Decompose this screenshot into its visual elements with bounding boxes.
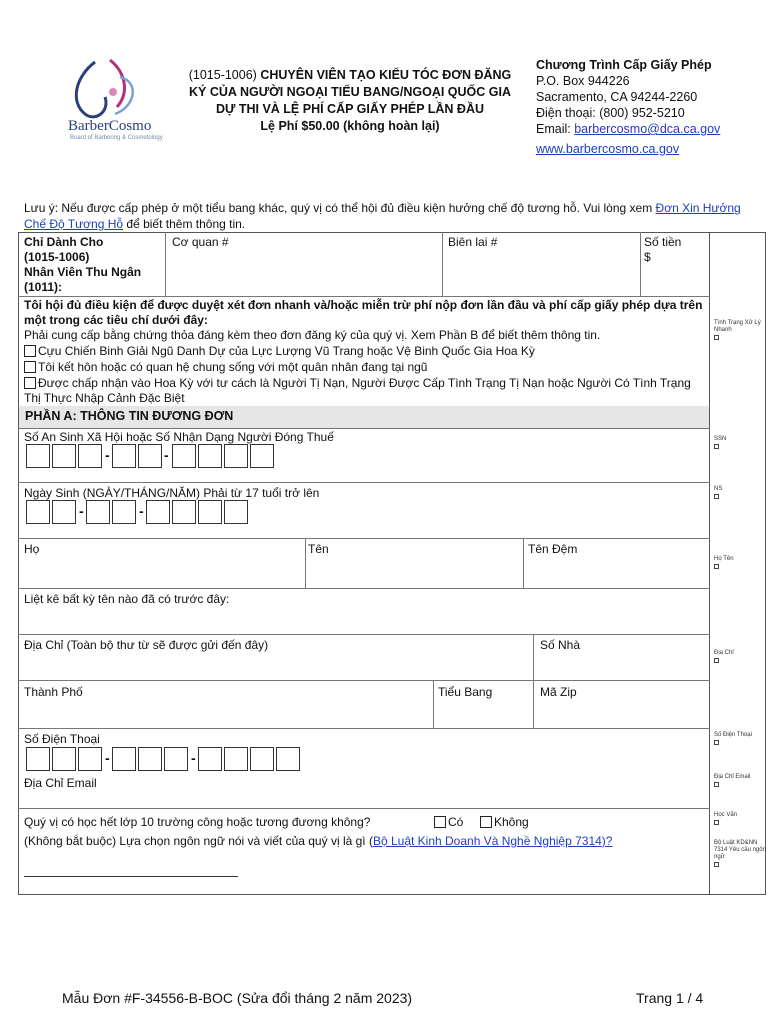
divider [18,680,710,681]
prior-names-field[interactable]: Liệt kê bất kỳ tên nào đã có trước đây: [24,592,230,606]
email-check[interactable] [714,782,719,787]
fee-text: Lệ Phí $50.00 (không hoàn lại) [260,119,440,133]
dob-check[interactable] [714,494,719,499]
city-field[interactable]: Thành Phố [24,685,83,699]
side-address: Địa Chỉ [714,650,734,663]
phone-check[interactable] [714,740,719,745]
dob-digit[interactable] [86,500,110,524]
middle-name-field[interactable]: Tên Đệm [528,542,578,556]
ssn-digit[interactable] [138,444,162,468]
divider [18,482,710,483]
ssn-check[interactable] [714,444,719,449]
option-military-spouse[interactable]: Tôi kết hôn hoặc có quan hệ chung sống với một quân nhân đang tại ngũ [24,360,706,375]
side-phone: Số Điện Thoại [714,732,762,745]
ssn-digit[interactable] [172,444,196,468]
form-number: Mẫu Đơn #F-34556-B-BOC (Sửa đổi tháng 2 năm 2023) [62,990,413,1006]
side-dob: NS [714,486,722,499]
po-box: P.O. Box 944226 [536,74,630,88]
website-link[interactable]: www.barbercosmo.ca.gov [536,142,680,156]
amount-field[interactable] [644,235,681,265]
name-check[interactable] [714,564,719,569]
phone-digit[interactable] [276,747,300,771]
side-name: Họ Tên [714,556,734,569]
ssn-digit[interactable] [52,444,76,468]
page-number: Trang 1 / 4 [636,990,704,1006]
divider [442,232,443,296]
email-link[interactable]: barbercosmo@dca.ca.gov [574,122,721,136]
divider [165,232,166,296]
ssn-digit[interactable] [26,444,50,468]
cashier-label: Chỉ Dành Cho (1015-1006) Nhân Viên Thu Ngân (1011): [24,235,142,294]
ssn-digit[interactable] [112,444,136,468]
city-line: Sacramento, CA 94244-2260 [536,90,698,104]
education-check[interactable] [714,820,719,825]
no-checkbox[interactable] [480,816,492,828]
phone-label: Số Điện Thoại [24,732,100,746]
side-ssn: SSN [714,436,726,449]
address-field[interactable]: Địa Chỉ (Toàn bộ thư từ sẽ được gửi đến đây) [24,638,269,652]
grade10-no[interactable]: Không [480,815,529,830]
divider [305,538,306,588]
receipt-field[interactable]: Biên lai # [448,235,498,249]
phone-digit[interactable] [250,747,274,771]
contact-block [536,57,720,137]
phone-digit[interactable] [52,747,76,771]
language-check[interactable] [714,862,719,867]
phone-digit[interactable] [224,747,248,771]
form-title-text: CHUYÊN VIÊN TẠO KIỂU TÓC ĐƠN ĐĂNG KÝ CỦA NGƯỜI NGOẠI TIỂU BANG/NGOẠI QUỐC GIA DỰ THI VÀ LỆ PHÍ CẤP GIẤY PHÉP LẦN ĐẦU [189,68,512,116]
ssn-digit[interactable] [78,444,102,468]
dob-digit[interactable] [112,500,136,524]
divider [640,232,641,296]
fasttrack-instructions: Phải cung cấp bằng chứng thỏa đáng kèm theo đơn đăng ký của quý vị. Xem Phần B để biết thêm thông tin. [24,328,601,342]
divider [18,634,710,635]
zip-field[interactable]: Mã Zip [540,685,577,699]
form-title [180,67,520,135]
dob-digit[interactable] [172,500,196,524]
dob-digit[interactable] [224,500,248,524]
dollar-sign: $ [644,250,651,264]
note-tail: để biết thêm thông tin. [123,217,246,231]
program-heading: Chương Trình Cấp Giấy Phép [536,58,712,72]
side-email: Địa Chỉ Email [714,774,754,787]
side-language: Bộ Luật KD&NN 7314 Yêu cầu ngôn ngữ [714,840,766,867]
divider [18,808,710,809]
divider [18,428,710,429]
divider [18,588,710,589]
divider [18,728,710,729]
side-education: Học Vấn [714,812,737,825]
yes-checkbox[interactable] [434,816,446,828]
veteran-checkbox[interactable] [24,345,36,357]
ssn-digit[interactable] [250,444,274,468]
language-input-line[interactable] [24,876,238,877]
refugee-checkbox[interactable] [24,377,36,389]
email-label: Email: [536,122,575,136]
side-status: Tình Trạng Xử Lý Nhanh [714,320,770,340]
phone-digit[interactable] [198,747,222,771]
reciprocity-link[interactable]: Đơn Xin Hưởng Chế Độ Tương Hỗ [24,201,741,231]
dob-digit[interactable] [146,500,170,524]
divider [18,538,710,539]
bpc-7314-link[interactable]: Bộ Luật Kinh Doanh Và Nghề Nghiệp 7314)? [372,834,613,848]
option-refugee[interactable]: Được chấp nhận vào Hoa Kỳ với tư cách là Người Tị Nạn, Người Được Cấp Tình Trạng Tị Nạn hoặc Người Có Tình Trạng Thị Thực Nhập Cảnh Đặc Biệt [24,376,691,405]
amount-label: Số tiền [644,235,682,249]
logo-wordmark: BarberCosmo [68,118,152,134]
address-check[interactable] [714,658,719,663]
phone-digit[interactable] [164,747,188,771]
dob-label: Ngày Sinh (NGÀY/THÁNG/NĂM) Phải từ 17 tuổi trở lên [24,486,320,500]
language-question: (Không bắt buộc) Lựa chọn ngôn ngữ nói và viết của quý vị là gì (Bộ Luật Kinh Doanh Và Nghề Nghiệp 7314)? [24,834,613,848]
phone-digit[interactable] [112,747,136,771]
grade10-yes[interactable]: Có [434,815,463,830]
state-field[interactable]: Tiểu Bang [438,685,493,699]
phone-digit[interactable] [26,747,50,771]
dob-digit[interactable] [198,500,222,524]
ssn-digit[interactable] [198,444,222,468]
agency-field[interactable]: Cơ quan # [172,235,229,249]
section-a-header: PHẦN A: THÔNG TIN ĐƯƠNG ĐƠN [19,406,709,428]
divider [18,296,710,297]
divider [523,538,524,588]
phone-digit[interactable] [138,747,162,771]
ssn-label: Số An Sinh Xã Hội hoặc Số Nhận Dạng Người Đóng Thuế [24,430,334,444]
note-text: Lưu ý: Nếu được cấp phép ở một tiểu bang khác, quý vị có thể hội đủ điều kiện hưởng chế độ tương hỗ. Vui lòng xem [24,201,656,215]
divider [433,680,434,728]
option-veteran[interactable]: Cựu Chiến Binh Giải Ngũ Danh Dự của Lực Lượng Vũ Trang hoặc Vệ Binh Quốc Gia Hoa Kỳ [24,344,706,359]
first-name-field[interactable]: Tên [308,542,329,556]
reciprocity-note [24,200,744,232]
fasttrack-heading: Tôi hội đủ điều kiện để được duyệt xét đơn nhanh và/hoặc miễn trừ phí nộp đơn lần đầu và phí cấp giấy phép dựa trên một trong các tiêu chí dưới đây: [24,298,703,327]
dob-digit[interactable] [52,500,76,524]
phone-line: Điện thoại: (800) 952-5210 [536,106,685,120]
form-code: (1015-1006) [188,68,257,82]
grade10-question: Quý vị có học hết lớp 10 trường công hoặc tương đương không? [24,815,371,829]
logo-subtitle: Board of Barbering & Cosmetology [70,135,163,141]
spouse-checkbox[interactable] [24,361,36,373]
last-name-field[interactable]: Họ [24,542,40,556]
unit-field[interactable]: Số Nhà [540,638,581,652]
status-checkbox[interactable] [714,335,719,340]
divider [533,634,534,728]
phone-digit[interactable] [78,747,102,771]
email-line [536,121,720,137]
email-field[interactable]: Địa Chỉ Email [24,776,97,790]
ssn-digit[interactable] [224,444,248,468]
dob-digit[interactable] [26,500,50,524]
